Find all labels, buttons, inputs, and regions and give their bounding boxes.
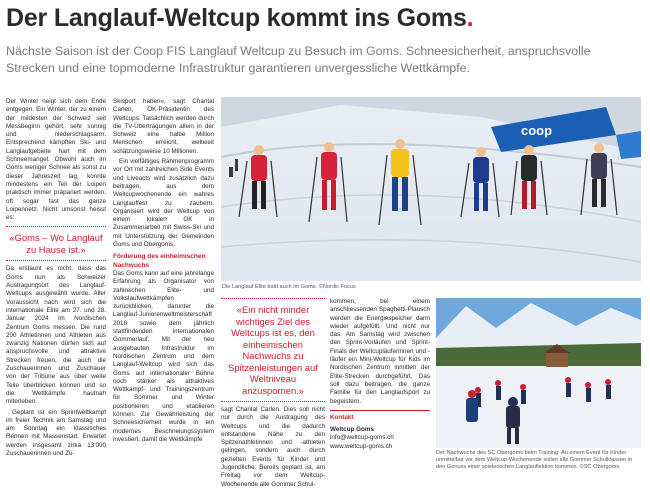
kids-training-illustration <box>436 298 641 448</box>
col2-paragraph-2: Ein vielfältiges Rahmenprogramm vor Ort mit zahlreichen Side Events und Liveacts wird zusätzlich dazu beitragen, aus dem Weltcupwochenende ein wahres Langlauffest zu zaubern. Organisiert wird der Weltcup von einem lokalen OK in Zusammenarbeit mit Swiss-Ski und mit Unterstützung der Gemeinden Goms und Obergoms. <box>113 158 214 249</box>
lead-paragraph: Nächste Saison ist der Coop FIS Langlauf Weltcup zu Besuch im Goms. Schneesicherheit, anspruchsvolle Strecken und eine topmoderne Infrastruktur garantieren unvergessliche Wettkämpfe. <box>6 44 591 75</box>
column-3 <box>221 298 325 491</box>
pull-quote-nachwuchs: «Ein nicht minder wichtiges Ziel des Weltcups ist es, den einheimischen Nachwuchs zu Spitzenleistungen auf Weltniveau anzuspornen.» <box>221 298 325 402</box>
col2-paragraph-3: Das Goms kann auf eine jahrelange Erfahrung als Organisator von zahlreichen Elite- und Volkslaufwettkämpfen zurückblicken, darunter die Langlauf-Juniorenweltmeisterschaft 2018 sowie dem jährlich stattfindenden internationalen Gommerlauf. Mit der neu ausgebauten Infrastruktur im Nordischen Zentrum und dem Langlauf-Weltcup wird sich das Goms auf internationaler Bühne noch stärker als attraktives Wettkampf- und Trainingszentrum für Sommer und Winter positionieren und etablieren können. Zur Gewährleistung der Schneesicherheit wurde in ein modernes Beschneiungssystem investiert, damit die Wettkämpfe <box>113 269 214 443</box>
contact-website[interactable]: www.weltcup-goms.ch <box>330 442 393 450</box>
column-1 <box>6 98 106 460</box>
photo2-caption: Der Nachwuchs des SC Obergoms beim Training: An einem Event für Kinder unmittelbar vor dem Weltcup-Wochenende sollen alle Gommer Schulklassen in den Genuss einer spielerischen Langlaufiektion kommen. ©SC Obergoms <box>436 450 632 470</box>
column-2 <box>113 98 214 446</box>
article-title <box>6 4 473 33</box>
contact-name: Weltcup Goms <box>330 426 374 434</box>
col1-paragraph-2: Da erstaunt es nicht, dass das Goms nun als Schweizer Austragungsort des Langlauf-Weltcups ausgewählt wurde. Aller Voraussicht nach wird sich die internationale Elite am 27. und 28. Januar 2024 im Nordischen Zentrum Goms messen. Die rund 200 Athletinnen und Athleten aus zwanzig Nationen dürfen sich auf anspruchsvolle und attraktive Strecken freuen, die auch die Zuschauerinnen und Zuschauer von der Tribüne aus über weite Teile überblicken können und so die Wettkämpfe hautnah miterleben. <box>6 265 106 406</box>
contact-email[interactable]: info@weltcup-goms.ch <box>330 434 394 442</box>
col1-paragraph-1: Der Winter neigt sich dem Ende entgegen. Ein Winter, der zu einem der mildesten der Schweiz seit Messbeginn gehört, sehr sonnig und niederschlagsarm. Entsprechend kämpften Ski- und Langlaufgebiete hart mit dem Schneemangel. Obwohl auch im Goms weniger Schnee als sonst zu dieser Jahreszeit lag, konnte mindestens ein Teil der Loipen praktisch immer präpariert werden, oft sogar fast das ganze Loipennetz. Nicht umsonst heisst es: <box>6 98 106 222</box>
col2-paragraph-1: Skisport haben», sagt Chantal Carlen, OK-Präsidentin des Weltcups. Tatsächlich werden durch die TV-Übertragungen allein in der Schweiz eine halbe Million Menschen erreicht, weltweit schätzungsweise 10 Millionen. <box>113 98 214 155</box>
title-dot: . <box>466 4 474 32</box>
photo-kids-training <box>436 298 641 448</box>
title-text: Der Langlauf-Weltcup kommt ins Goms <box>6 4 467 32</box>
banner-text: coop <box>521 123 553 138</box>
col4-paragraph-1: kommen, bei einem anschliessenden Spaghetti-Plausch werden die Energiespeicher dann wieder aufgefüllt. Und nicht nur das: Am Samstag wird zwischen den Sprint-Vorläufen und Sprint-Finals der Weltcupläuferinnen und -läufer ein Mini-Weltcup für Kids im Nordischen Zentrum inmitten der Elite-Strecken durchgeführt. Das soll dazu beitragen, die ganze Familie für den Langlaufsport zu begeistern. <box>330 298 430 405</box>
column-4 <box>330 298 430 451</box>
col1-paragraph-3: Geplant ist ein Sprintwettkampf im freier Technik am Samstag und am Sonntag ein klassisches Rennen mit Massenstart. Erwartet werden insgesamt zirka 13'000 Zuschauerinnen und Zu- <box>6 408 106 457</box>
subheading-nachwuchs: Förderung des einheimischen Nachwuchs <box>113 253 206 269</box>
pull-quote-goms: «Goms – Wo Langlauf zu Hause ist.» <box>6 226 106 261</box>
race-illustration <box>221 97 641 281</box>
photo1-caption: Die Langlauf Elite bald auch im Goms. ©Nordic Focus <box>222 284 356 290</box>
photo-world-cup-race <box>221 97 641 281</box>
col3-paragraph-1: sagt Chantal Carlen. Dies soll nicht nur durch die Austragung des Weltcups und die dadurch entstandene Nähe zu den Spitzenathletinnen und -athleten gelingen, sondern auch durch gezielten Events für Kinder und Jugendliche. Bereits geplant ist, am Freitag vor dem Weltcup-Wochenende alle Gommer Schul- <box>221 406 325 488</box>
contact-heading: Kontakt <box>330 410 430 422</box>
